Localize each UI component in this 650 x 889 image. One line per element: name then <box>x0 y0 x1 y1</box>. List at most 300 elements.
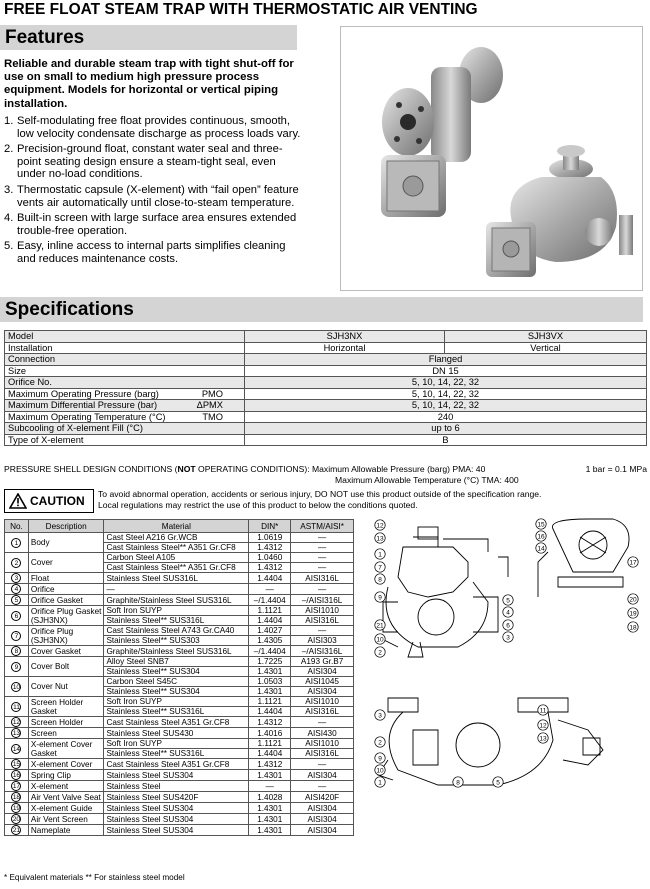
materials-row <box>5 533 354 543</box>
materials-din: 1.4301 <box>249 814 291 825</box>
spec-abbr <box>223 435 241 446</box>
materials-no: 12 <box>5 717 29 728</box>
materials-row <box>5 626 354 636</box>
materials-astm: AISI304 <box>291 687 354 697</box>
materials-no: 7 <box>5 626 29 646</box>
spec-label-cell <box>5 411 245 423</box>
spec-row <box>5 365 647 377</box>
materials-row <box>5 739 354 749</box>
diagram-callout <box>503 632 513 642</box>
materials-no: 17 <box>5 781 29 792</box>
materials-description: Cover Bolt <box>28 657 104 677</box>
diagram-callout <box>375 562 385 572</box>
materials-row <box>5 770 354 781</box>
materials-description: Float <box>28 573 104 584</box>
svg-text:9: 9 <box>378 594 382 602</box>
materials-material: Stainless Steel** SUS303 <box>104 636 249 646</box>
materials-no: 2 <box>5 553 29 573</box>
spec-abbr: TMO <box>202 411 223 422</box>
materials-astm: AISI1010 <box>291 697 354 707</box>
materials-din: 1.4404 <box>249 616 291 626</box>
materials-din: –/1.4404 <box>249 595 291 606</box>
caution-line-1: To avoid abnormal operation, accidents or serious injury, DO NOT use this product outside of the specification range. <box>98 489 542 499</box>
materials-row <box>5 814 354 825</box>
specifications-table <box>4 330 647 446</box>
materials-astm: AISI430 <box>291 728 354 739</box>
materials-header-cell: DIN* <box>249 520 291 533</box>
materials-material: Stainless Steel SUS430 <box>104 728 249 739</box>
materials-row <box>5 677 354 687</box>
materials-footnote: * Equivalent materials ** For stainless steel model <box>4 873 185 882</box>
diagram-callout <box>375 592 385 602</box>
materials-astm: –/AISI316L <box>291 646 354 657</box>
materials-row <box>5 717 354 728</box>
diagram-callout <box>375 634 385 644</box>
materials-no: 11 <box>5 697 29 717</box>
spec-label: Installation <box>5 342 245 354</box>
spec-value: 5, 10, 14, 22, 32 <box>245 400 647 412</box>
diagram-callout <box>628 594 638 604</box>
materials-header-row <box>5 520 354 533</box>
warning-triangle-icon <box>9 493 27 509</box>
materials-no: 10 <box>5 677 29 697</box>
spec-abbr: PMO <box>201 388 223 399</box>
materials-description: X-element Cover <box>28 759 104 770</box>
materials-material: Cast Stainless Steel** A351 Gr.CF8 <box>104 563 249 573</box>
materials-row <box>5 697 354 707</box>
psc-text-a: PRESSURE SHELL DESIGN CONDITIONS ( <box>4 464 178 474</box>
materials-row <box>5 728 354 739</box>
feature-text: Self-modulating free float provides continuous, smooth, low velocity condensate discharge as process loads vary. <box>17 115 301 140</box>
spec-label: Connection <box>8 354 56 364</box>
materials-astm: AISI304 <box>291 667 354 677</box>
materials-astm: AISI316L <box>291 749 354 759</box>
diagram-callout <box>628 608 638 618</box>
materials-material: Cast Stainless Steel** A351 Gr.CF8 <box>104 543 249 553</box>
spec-label: Size <box>8 365 27 376</box>
materials-material: Stainless Steel <box>104 781 249 792</box>
product-photo-illustration <box>341 27 644 292</box>
materials-astm: AISI304 <box>291 770 354 781</box>
diagram-callout <box>628 557 638 567</box>
materials-description: Body <box>28 533 104 553</box>
materials-din: 1.4027 <box>249 626 291 636</box>
svg-text:15: 15 <box>537 521 545 529</box>
caution-line-2: Local regulations may restrict the use of this product to below the conditions quoted. <box>98 499 418 510</box>
materials-material: Stainless Steel** SUS316L <box>104 707 249 717</box>
materials-astm: AISI303 <box>291 636 354 646</box>
materials-header-cell: Material <box>104 520 249 533</box>
spec-abbr <box>223 377 241 388</box>
spec-model-h: SJH3NX <box>245 331 445 343</box>
diagram-callout <box>453 777 463 787</box>
materials-astm: — <box>291 584 354 595</box>
materials-astm: AISI316L <box>291 573 354 584</box>
materials-row <box>5 825 354 836</box>
materials-astm: AISI420F <box>291 792 354 803</box>
features-heading: Features <box>0 25 297 50</box>
materials-din: 1.4312 <box>249 543 291 553</box>
spec-row <box>5 434 647 446</box>
spec-row <box>5 354 647 366</box>
diagram-callout <box>375 647 385 657</box>
diagram-callout <box>628 622 638 632</box>
materials-material: Graphite/Stainless Steel SUS316L <box>104 595 249 606</box>
spec-label: Maximum Operating Pressure (barg) <box>8 388 159 399</box>
spec-label: Subcooling of X-element Fill (°C) <box>8 423 143 433</box>
materials-no: 19 <box>5 803 29 814</box>
materials-no: 18 <box>5 792 29 803</box>
materials-astm: AISI1045 <box>291 677 354 687</box>
caution-label: CAUTION <box>30 494 85 508</box>
materials-din: 1.4301 <box>249 803 291 814</box>
feature-item <box>4 184 304 209</box>
sectional-diagram-top <box>358 517 648 672</box>
materials-row <box>5 595 354 606</box>
features-list <box>4 115 304 269</box>
materials-description: X-element <box>28 781 104 792</box>
svg-text:8: 8 <box>378 576 382 584</box>
pressure-shell-conditions <box>4 464 647 485</box>
materials-din: 1.4404 <box>249 573 291 584</box>
materials-astm: –/AISI316L <box>291 595 354 606</box>
feature-item <box>4 115 304 140</box>
materials-no: 3 <box>5 573 29 584</box>
spec-abbr <box>223 423 241 434</box>
spec-row <box>5 423 647 435</box>
spec-label: Model <box>5 331 245 343</box>
materials-header-cell: No. <box>5 520 29 533</box>
svg-text:2: 2 <box>378 649 382 657</box>
feature-item <box>4 212 304 237</box>
materials-material: Stainless Steel** SUS316L <box>104 616 249 626</box>
materials-description: Air Vent Valve Seat <box>28 792 104 803</box>
materials-no: 21 <box>5 825 29 836</box>
svg-text:19: 19 <box>629 610 637 618</box>
materials-no: 8 <box>5 646 29 657</box>
spec-value: Flanged <box>245 354 647 366</box>
materials-row <box>5 759 354 770</box>
spec-row <box>5 377 647 389</box>
spec-value: up to 6 <box>245 423 647 435</box>
materials-description: Cover <box>28 553 104 573</box>
materials-no: 5 <box>5 595 29 606</box>
spec-label-cell <box>5 377 245 389</box>
materials-description: X-element Guide <box>28 803 104 814</box>
materials-material: Cast Stainless Steel A743 Gr.CA40 <box>104 626 249 636</box>
materials-description: Orifice Gasket <box>28 595 104 606</box>
materials-din: 1.1121 <box>249 697 291 707</box>
feature-text: Easy, inline access to internal parts simplifies cleaning and reduces maintenance costs. <box>17 240 286 265</box>
svg-text:18: 18 <box>629 624 637 632</box>
materials-material: Graphite/Stainless Steel SUS316L <box>104 646 249 657</box>
psc-text-b: OPERATING CONDITIONS): Maximum Allowable Pressure (barg) PMA: 40 <box>195 464 486 474</box>
materials-material: — <box>104 584 249 595</box>
materials-no: 13 <box>5 728 29 739</box>
diagram-callout <box>375 574 385 584</box>
svg-text:1: 1 <box>378 551 382 559</box>
svg-text:13: 13 <box>376 535 384 543</box>
materials-din: — <box>249 781 291 792</box>
feature-number: 4. <box>4 212 14 225</box>
materials-description: Screen Holder Gasket <box>28 697 104 717</box>
materials-no: 14 <box>5 739 29 759</box>
svg-text:20: 20 <box>629 596 637 604</box>
materials-no: 20 <box>5 814 29 825</box>
svg-text:8: 8 <box>456 779 460 787</box>
materials-astm: A193 Gr.B7 <box>291 657 354 667</box>
materials-astm: AISI304 <box>291 814 354 825</box>
spec-row-model <box>5 331 647 343</box>
feature-item <box>4 240 304 265</box>
diagram-callout <box>375 533 385 543</box>
svg-text:5: 5 <box>506 597 510 605</box>
spec-value: B <box>245 434 647 446</box>
materials-row <box>5 573 354 584</box>
materials-no: 9 <box>5 657 29 677</box>
spec-label-cell <box>5 365 245 377</box>
materials-header-cell: ASTM/AISI* <box>291 520 354 533</box>
svg-text:6: 6 <box>506 622 510 630</box>
materials-row <box>5 553 354 563</box>
materials-astm: — <box>291 781 354 792</box>
svg-text:9: 9 <box>378 755 382 763</box>
materials-row <box>5 606 354 616</box>
caution-text <box>98 489 648 510</box>
feature-text: Built-in screen with large surface area ensures extended trouble-free operation. <box>17 212 297 237</box>
materials-din: 1.1121 <box>249 739 291 749</box>
spec-abbr: ΔPMX <box>196 400 223 410</box>
page-title: FREE FLOAT STEAM TRAP WITH THERMOSTATIC AIR VENTING <box>4 1 478 18</box>
materials-description: Screen Holder <box>28 717 104 728</box>
materials-din: –/1.4404 <box>249 646 291 657</box>
diagram-callout <box>375 620 385 630</box>
materials-astm: — <box>291 717 354 728</box>
svg-text:4: 4 <box>506 609 510 617</box>
materials-material: Soft Iron SUYP <box>104 606 249 616</box>
spec-value: DN 15 <box>245 365 647 377</box>
diagram-callout <box>375 737 385 747</box>
materials-header-cell: Description <box>28 520 104 533</box>
materials-din: — <box>249 584 291 595</box>
materials-description: Nameplate <box>28 825 104 836</box>
materials-material: Stainless Steel SUS304 <box>104 770 249 781</box>
materials-description: Cover Nut <box>28 677 104 697</box>
spec-value: 5, 10, 14, 22, 32 <box>245 377 647 389</box>
materials-material: Stainless Steel SUS304 <box>104 825 249 836</box>
specifications-heading: Specifications <box>0 297 643 322</box>
diagram-callout <box>536 543 546 553</box>
materials-astm: AISI304 <box>291 825 354 836</box>
materials-din: 1.4312 <box>249 759 291 770</box>
svg-text:2: 2 <box>378 739 382 747</box>
spec-row <box>5 411 647 423</box>
diagram-callout <box>503 620 513 630</box>
materials-astm: — <box>291 626 354 636</box>
svg-text:17: 17 <box>629 559 637 567</box>
materials-material: Stainless Steel SUS304 <box>104 803 249 814</box>
diagram-callout <box>538 705 548 715</box>
materials-din: 1.4301 <box>249 770 291 781</box>
materials-row <box>5 584 354 595</box>
materials-description: Air Vent Screen <box>28 814 104 825</box>
feature-number: 1. <box>4 115 14 127</box>
materials-astm: AISI316L <box>291 616 354 626</box>
svg-text:21: 21 <box>376 622 384 630</box>
feature-number: 3. <box>4 183 14 196</box>
materials-description: Orifice Plug Gasket (SJH3NX) <box>28 606 104 626</box>
materials-no: 15 <box>5 759 29 770</box>
materials-astm: AISI316L <box>291 707 354 717</box>
materials-row <box>5 781 354 792</box>
svg-text:11: 11 <box>539 707 547 715</box>
spec-model-v: SJH3VX <box>445 331 647 343</box>
diagram-callout <box>375 765 385 775</box>
spec-label-cell <box>5 423 245 435</box>
materials-material: Soft Iron SUYP <box>104 739 249 749</box>
materials-din: 1.4305 <box>249 636 291 646</box>
materials-material: Carbon Steel A105 <box>104 553 249 563</box>
svg-text:10: 10 <box>376 636 384 644</box>
svg-text:12: 12 <box>376 522 384 530</box>
features-intro: Reliable and durable steam trap with tight shut-off for use on small to medium high pressure process equipment. Models for horizontal or vertical piping installation. <box>4 58 294 110</box>
materials-astm: — <box>291 759 354 770</box>
materials-row <box>5 792 354 803</box>
psc-unit: 1 bar = 0.1 MPa <box>585 464 647 474</box>
materials-material: Cast Stainless Steel A351 Gr.CF8 <box>104 717 249 728</box>
feature-number: 5. <box>4 240 14 253</box>
materials-material: Stainless Steel** SUS304 <box>104 687 249 697</box>
materials-material: Carbon Steel S45C <box>104 677 249 687</box>
svg-text:12: 12 <box>539 722 547 730</box>
materials-no: 16 <box>5 770 29 781</box>
feature-text: Precision-ground float, constant water seal and three-point seating design ensure a steam-tight seal, even under no-load conditions. <box>17 143 283 181</box>
svg-text:13: 13 <box>539 735 547 743</box>
spec-label: Type of X-element <box>8 434 84 445</box>
materials-din: 1.4301 <box>249 687 291 697</box>
diagram-callout <box>538 720 548 730</box>
materials-material: Alloy Steel SNB7 <box>104 657 249 667</box>
materials-din: 1.0460 <box>249 553 291 563</box>
materials-din: 1.4028 <box>249 792 291 803</box>
materials-din: 1.4301 <box>249 667 291 677</box>
materials-material: Stainless Steel SUS304 <box>104 814 249 825</box>
materials-din: 1.4312 <box>249 563 291 573</box>
materials-astm: AISI304 <box>291 803 354 814</box>
materials-din: 1.1121 <box>249 606 291 616</box>
svg-text:14: 14 <box>537 545 545 553</box>
spec-label-cell <box>5 388 245 400</box>
spec-install-v: Vertical <box>445 342 647 354</box>
materials-description: Cover Gasket <box>28 646 104 657</box>
diagram-callout <box>375 753 385 763</box>
spec-label-cell <box>5 354 245 366</box>
spec-row <box>5 388 647 400</box>
materials-din: 1.4404 <box>249 707 291 717</box>
spec-label: Maximum Differential Pressure (bar) <box>8 400 158 410</box>
materials-astm: — <box>291 553 354 563</box>
materials-astm: AISI1010 <box>291 606 354 616</box>
materials-no: 1 <box>5 533 29 553</box>
svg-text:3: 3 <box>378 712 382 720</box>
svg-text:16: 16 <box>537 533 545 541</box>
spec-row <box>5 400 647 412</box>
materials-din: 1.4312 <box>249 717 291 728</box>
diagram-callout <box>375 549 385 559</box>
spec-label: Orifice No. <box>8 377 52 387</box>
materials-row <box>5 803 354 814</box>
materials-material: Soft Iron SUYP <box>104 697 249 707</box>
diagram-callout <box>538 733 548 743</box>
feature-number: 2. <box>4 143 14 156</box>
feature-item <box>4 143 304 181</box>
diagram-callout <box>536 519 546 529</box>
sectional-diagram-bottom <box>358 690 648 790</box>
materials-din: 1.7225 <box>249 657 291 667</box>
materials-material: Stainless Steel** SUS304 <box>104 667 249 677</box>
materials-material: Stainless Steel SUS316L <box>104 573 249 584</box>
spec-row-installation <box>5 342 647 354</box>
svg-text:1: 1 <box>378 779 382 787</box>
materials-astm: — <box>291 533 354 543</box>
spec-value: 5, 10, 14, 22, 32 <box>245 388 647 400</box>
materials-din: 1.4016 <box>249 728 291 739</box>
spec-abbr <box>223 366 241 377</box>
materials-description: Screen <box>28 728 104 739</box>
materials-din: 1.4301 <box>249 825 291 836</box>
materials-description: Orifice Plug (SJH3NX) <box>28 626 104 646</box>
spec-abbr <box>223 354 241 365</box>
materials-astm: — <box>291 563 354 573</box>
materials-din: 1.0619 <box>249 533 291 543</box>
diagram-callout <box>375 710 385 720</box>
diagram-callout <box>493 777 503 787</box>
diagram-callout <box>536 531 546 541</box>
psc-not: NOT <box>177 464 196 474</box>
materials-astm: AISI1010 <box>291 739 354 749</box>
spec-label-cell <box>5 400 245 412</box>
materials-table <box>4 519 354 836</box>
psc-text-c: Maximum Allowable Temperature (°C) TMA: 400 <box>335 474 519 485</box>
svg-text:7: 7 <box>378 564 382 572</box>
materials-din: 1.0503 <box>249 677 291 687</box>
product-photo <box>340 26 643 291</box>
materials-no: 6 <box>5 606 29 626</box>
spec-label: Maximum Operating Temperature (°C) <box>8 411 166 422</box>
materials-material: Cast Stainless Steel A351 Gr.CF8 <box>104 759 249 770</box>
spec-label-cell <box>5 434 245 446</box>
caution-badge <box>4 489 94 513</box>
materials-description: Orifice <box>28 584 104 595</box>
svg-text:3: 3 <box>506 634 510 642</box>
materials-no: 4 <box>5 584 29 595</box>
feature-text: Thermostatic capsule (X-element) with “fail open” feature vents air automatically until close-to-steam temperature. <box>17 183 299 209</box>
spec-install-h: Horizontal <box>245 342 445 354</box>
diagram-callout <box>375 777 385 787</box>
spec-value: 240 <box>245 411 647 423</box>
materials-description: X-element Cover Gasket <box>28 739 104 759</box>
materials-description: Spring Clip <box>28 770 104 781</box>
svg-text:10: 10 <box>376 767 384 775</box>
materials-row <box>5 657 354 667</box>
materials-material: Stainless Steel SUS420F <box>104 792 249 803</box>
diagram-callout <box>375 520 385 530</box>
materials-material: Stainless Steel** SUS316L <box>104 749 249 759</box>
materials-row <box>5 646 354 657</box>
materials-astm: — <box>291 543 354 553</box>
diagram-callout <box>503 607 513 617</box>
materials-material: Cast Steel A216 Gr.WCB <box>104 533 249 543</box>
